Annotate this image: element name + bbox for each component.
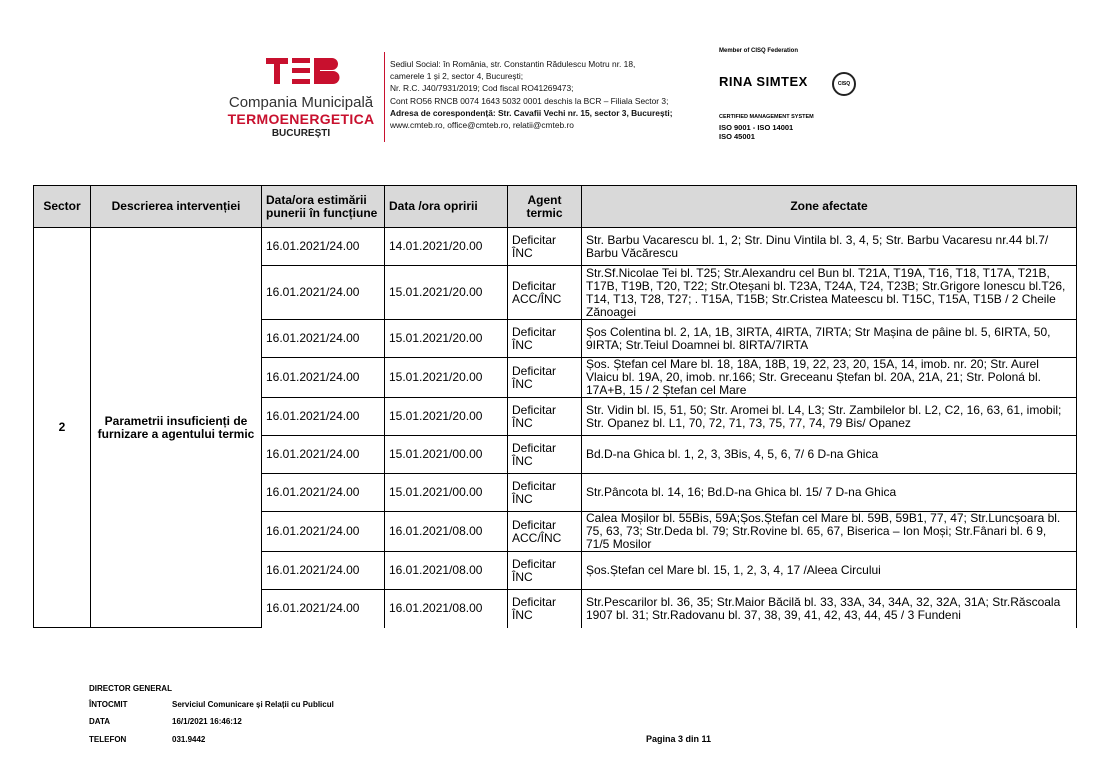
agent-line2: ÎNC [512, 491, 533, 506]
agent-line2: ÎNC [512, 607, 533, 622]
zones-cell: Calea Moșilor bl. 55Bis, 59A;Șos.Ștefan cel Mare bl. 59B, 59B1, 77, 47; Str.Luncșoara bl. 75, 63, 73; Str.Deda bl. 79; Str.Rovine bl. 65, 67, Biserica – Ion Moși; Str.Fânari bl. 6 9, 71/5 Mosilor [582, 512, 1077, 552]
header-zones: Zone afectate [582, 186, 1077, 228]
stop-cell: 15.01.2021/20.00 [385, 266, 508, 320]
zones-cell: Șos Colentina bl. 2, 1A, 1B, 3IRTA, 4IRTA, 7IRTA; Str Mașina de pâine bl. 5, 6IRTA, 50, 9IRTA; Str.Teiul Doamnei bl. 8IRTA/7IRTA [582, 320, 1077, 358]
stop-cell: 15.01.2021/00.00 [385, 436, 508, 474]
stop-cell: 15.01.2021/20.00 [385, 358, 508, 398]
agent-cell [508, 512, 582, 552]
header-agent: Agent termic [508, 186, 582, 228]
company-name-line3: BUCUREȘTI [271, 128, 331, 139]
cert-system: CERTIFIED MANAGEMENT SYSTEM [719, 114, 814, 120]
cert-iso1: ISO 9001 - ISO 14001 [719, 123, 794, 132]
address-line: www.cmteb.ro, office@cmteb.ro, relatii@cmteb.ro [390, 120, 574, 131]
address-line: Sediul Social: în România, str. Constantin Rădulescu Motru nr. 18, [390, 59, 636, 69]
estimated-cell: 16.01.2021/24.00 [262, 590, 385, 628]
header-divider [384, 52, 385, 142]
agent-line2: ÎNC [512, 569, 533, 584]
agent-line1: Deficitar [512, 278, 557, 293]
sector-cell: 2 [34, 228, 91, 628]
stop-cell: 15.01.2021/00.00 [385, 474, 508, 512]
zones-cell: Șos. Ștefan cel Mare bl. 18, 18A, 18B, 19, 22, 23, 20, 15A, 14, imob. nr. 20; Str. Aurel Vlaicu bl. 19A, 20, imob. nr.166; Str. Greceanu Ștefan bl. 20A, 21A, 21; Str. Poloná bl. 17A+B, 15 / 2 Ștefan cel Mare [582, 358, 1077, 398]
agent-line2: ÎNC [512, 415, 533, 430]
data-label: DATA [89, 717, 111, 726]
agent-line2: ÎNC [512, 245, 533, 260]
agent-line1: Deficitar [512, 324, 557, 339]
agent-line2: ACC/ÎNC [512, 530, 562, 545]
data-value: 16/1/2021 16:46:12 [172, 717, 242, 726]
company-logo [214, 44, 384, 150]
agent-line1: Deficitar [512, 517, 557, 532]
zones-cell: Bd.D-na Ghica bl. 1, 2, 3, 3Bis, 4, 5, 6, 7/ 6 D-na Ghica [582, 436, 1077, 474]
intocmit-label: ÎNTOCMIT [89, 700, 128, 709]
address-line: camerele 1 și 2, sector 4, București; [390, 71, 524, 82]
cert-brand: RINA SIMTEX [719, 74, 808, 89]
stop-cell: 16.01.2021/08.00 [385, 552, 508, 590]
certification-block [714, 46, 856, 146]
description-cell: Parametrii insuficienți de furnizare a agentului termic [91, 228, 262, 628]
zones-cell: Str. Vidin bl. I5, 51, 50; Str. Aromei bl. L4, L3; Str. Zambilelor bl. L2, C2, 16, 63, 61, imobil; Str. Opanez bl. L1, 70, 72, 71, 73, 75, 77, 74, 79 Bis/ Opanez [582, 398, 1077, 436]
stop-cell: 16.01.2021/08.00 [385, 590, 508, 628]
address-line: Adresa de corespondență: Str. Cavafii Vechi nr. 15, sector 3, București; [390, 107, 673, 118]
estimated-cell: 16.01.2021/24.00 [262, 512, 385, 552]
zones-cell: Str.Pescarilor bl. 36, 35; Str.Maior Băcilă bl. 33, 33A, 34, 34A, 32, 32A, 31A; Str.Răscoala 1907 bl. 31; Str.Radovanu bl. 37, 38, 39, 41, 42, 43, 44, 45 / 3 Fundeni [582, 590, 1077, 628]
estimated-cell: 16.01.2021/24.00 [262, 474, 385, 512]
agent-cell [508, 266, 582, 320]
agent-cell [508, 358, 582, 398]
agent-cell [508, 590, 582, 628]
zones-cell: Șos.Ștefan cel Mare bl. 15, 1, 2, 3, 4, 17 /Aleea Circului [582, 552, 1077, 590]
agent-line1: Deficitar [512, 363, 557, 378]
cert-member: Member of CISQ Federation [719, 48, 799, 54]
agent-line2: ÎNC [512, 376, 533, 391]
interventions-table [33, 185, 1077, 628]
estimated-cell: 16.01.2021/24.00 [262, 436, 385, 474]
header-stop: Data /ora opririi [385, 186, 508, 228]
stop-cell: 14.01.2021/20.00 [385, 228, 508, 266]
estimated-cell: 16.01.2021/24.00 [262, 358, 385, 398]
stop-cell: 15.01.2021/20.00 [385, 320, 508, 358]
agent-line1: Deficitar [512, 594, 557, 609]
company-address [390, 58, 720, 131]
stop-cell: 16.01.2021/08.00 [385, 512, 508, 552]
header-description: Descrierea intervenției [91, 186, 262, 228]
estimated-cell: 16.01.2021/24.00 [262, 398, 385, 436]
document-header [214, 44, 856, 150]
address-line: Cont RO56 RNCB 0074 1643 5032 0001 deschis la BCR – Filiala Sector 3; [390, 95, 669, 106]
company-name-line2: TERMOENERGETICA [227, 111, 375, 127]
agent-line1: Deficitar [512, 440, 557, 455]
agent-cell [508, 398, 582, 436]
estimated-cell: 16.01.2021/24.00 [262, 320, 385, 358]
company-name-line1: Compania Municipală [228, 94, 374, 111]
agent-cell [508, 228, 582, 266]
agent-line1: Deficitar [512, 478, 557, 493]
agent-line1: Deficitar [512, 232, 557, 247]
cert-iso2: ISO 45001 [719, 132, 755, 141]
zones-cell: Str. Barbu Vacarescu bl. 1, 2; Str. Dinu Vintila bl. 3, 4, 5; Str. Barbu Vacaresu nr.44 bl.7/ Barbu Văcărescu [582, 228, 1077, 266]
agent-cell [508, 474, 582, 512]
zones-cell: Str.Sf.Nicolae Tei bl. T25; Str.Alexandru cel Bun bl. T21A, T19A, T16, T18, T17A, T21B, T17B, T19B, T20, T22; Str.Oteșani bl. T23A, T24A, T24, T23B; Str.Grigore Ionescu bl.T26, T14, T13, T28, T27; . T15A, T15B; Str.Cristea Mateescu bl. T15C, T15A, T15B / 2 Cheile Zănoagei [582, 266, 1077, 320]
address-line: Nr. R.C. J40/7931/2019; Cod fiscal RO41269473; [390, 83, 574, 94]
agent-line1: Deficitar [512, 402, 557, 417]
agent-line2: ÎNC [512, 337, 533, 352]
agent-line2: ACC/ÎNC [512, 291, 562, 306]
teb-logo-mark [264, 56, 340, 86]
estimated-cell: 16.01.2021/24.00 [262, 228, 385, 266]
agent-cell [508, 320, 582, 358]
cisq-seal-icon: CISQ [832, 72, 856, 96]
stop-cell: 15.01.2021/20.00 [385, 398, 508, 436]
table-header-row [34, 186, 1077, 228]
agent-line2: ÎNC [512, 453, 533, 468]
telefon-value: 031.9442 [172, 735, 206, 744]
table-row [34, 228, 1077, 266]
estimated-cell: 16.01.2021/24.00 [262, 552, 385, 590]
header-sector: Sector [34, 186, 91, 228]
director-label: DIRECTOR GENERAL [89, 684, 172, 693]
zones-cell: Str.Pâncota bl. 14, 16; Bd.D-na Ghica bl. 15/ 7 D-na Ghica [582, 474, 1077, 512]
agent-line1: Deficitar [512, 556, 557, 571]
intocmit-value: Serviciul Comunicare și Relații cu Publicul [172, 700, 334, 709]
estimated-cell: 16.01.2021/24.00 [262, 266, 385, 320]
telefon-label: TELEFON [89, 735, 127, 744]
agent-cell [508, 552, 582, 590]
page-number: Pagina 3 din 11 [646, 734, 712, 744]
agent-cell [508, 436, 582, 474]
header-estimated: Data/ora estimării punerii în funcțiune [262, 186, 385, 228]
